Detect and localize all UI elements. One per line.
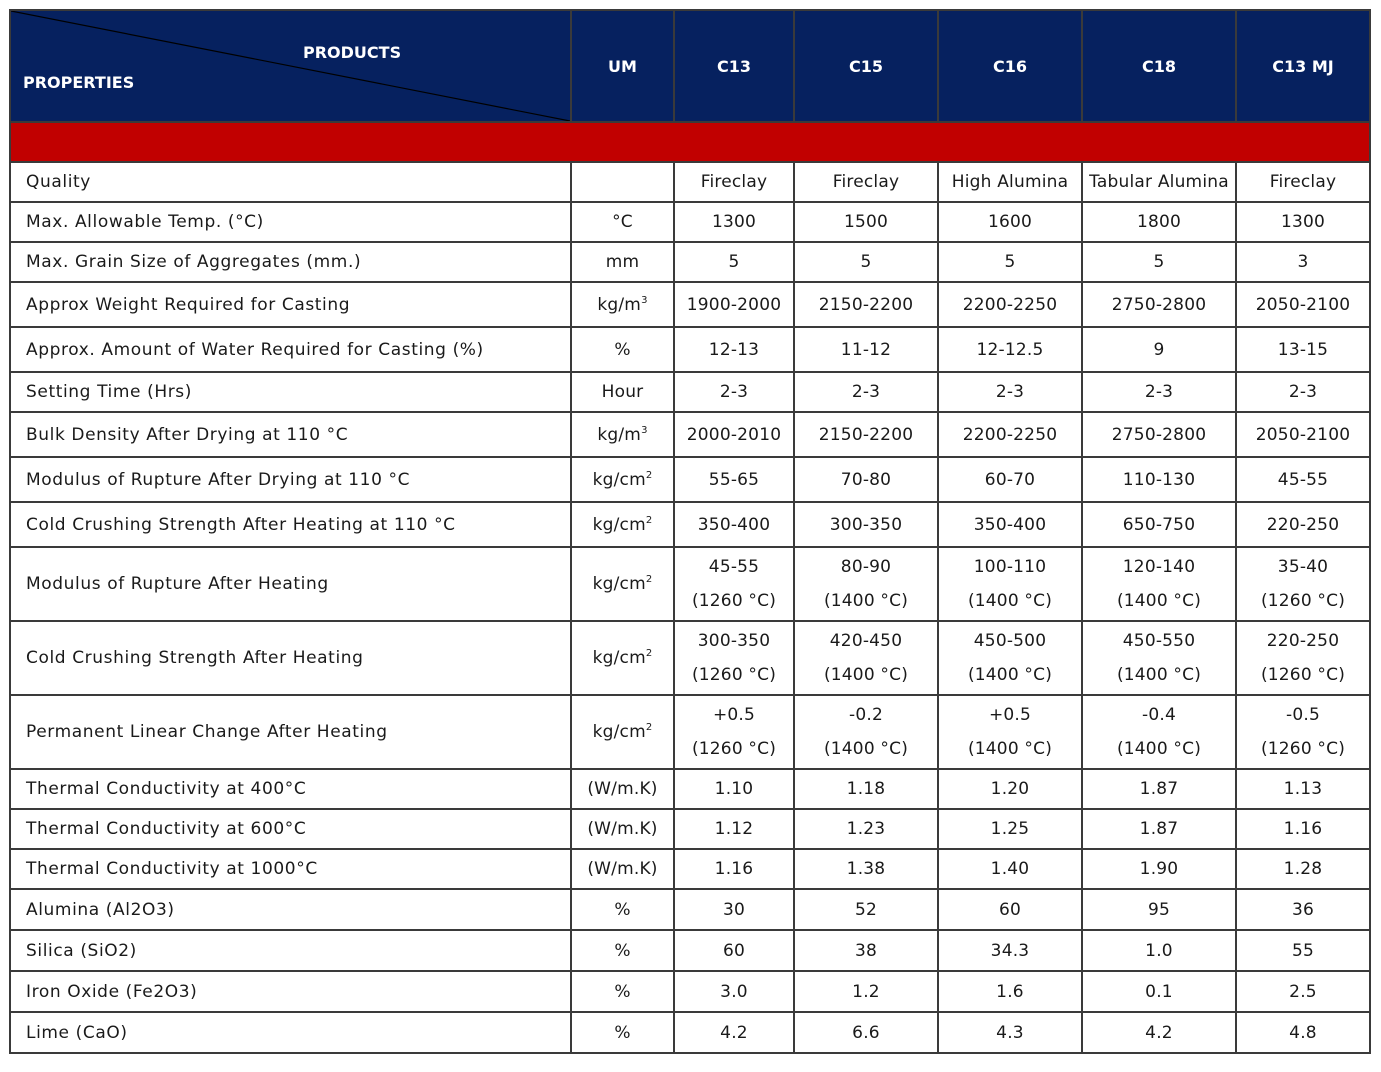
value-text: -0.4 bbox=[1142, 705, 1176, 725]
value-cell: 110-130 bbox=[1082, 457, 1236, 502]
column-header-c18: C18 bbox=[1082, 10, 1236, 122]
value-text: 220-250 bbox=[1266, 631, 1340, 651]
test-temperature: (1400 °C) bbox=[1116, 591, 1202, 611]
value-text: 120-140 bbox=[1122, 557, 1196, 577]
unit-cell bbox=[571, 242, 674, 282]
test-temperature: (1260 °C) bbox=[691, 591, 777, 611]
property-cell: Cold Crushing Strength After Heating bbox=[10, 621, 571, 695]
property-cell: Cold Crushing Strength After Heating at 110 °C bbox=[10, 502, 571, 547]
value-text: +0.5 bbox=[988, 705, 1032, 725]
test-temperature: (1400 °C) bbox=[823, 665, 909, 685]
value-cell: 12-12.5 bbox=[938, 327, 1082, 372]
table-row bbox=[10, 412, 1370, 457]
property-cell: Lime (CaO) bbox=[10, 1012, 571, 1053]
table-row bbox=[10, 372, 1370, 412]
value-cell: 1.28 bbox=[1236, 849, 1370, 889]
value-text: 80-90 bbox=[840, 557, 892, 577]
value-cell: 1.87 bbox=[1082, 769, 1236, 809]
property-cell: Alumina (Al2O3) bbox=[10, 889, 571, 930]
test-temperature: (1400 °C) bbox=[967, 665, 1053, 685]
table-row bbox=[10, 621, 1370, 695]
red-band bbox=[10, 122, 1370, 162]
test-temperature: (1400 °C) bbox=[823, 591, 909, 611]
value-cell: 1.18 bbox=[794, 769, 938, 809]
value-cell: 1600 bbox=[938, 202, 1082, 242]
value-cell: 1.23 bbox=[794, 809, 938, 849]
value-cell: 2-3 bbox=[794, 372, 938, 412]
value-cell: Fireclay bbox=[1236, 162, 1370, 202]
table-row bbox=[10, 849, 1370, 889]
value-cell: 60-70 bbox=[938, 457, 1082, 502]
unit-text: (W/m.K) bbox=[587, 779, 658, 799]
unit-exponent: 3 bbox=[641, 294, 648, 306]
property-cell: Setting Time (Hrs) bbox=[10, 372, 571, 412]
value-cell: 2.5 bbox=[1236, 971, 1370, 1012]
value-cell: 2050-2100 bbox=[1236, 282, 1370, 327]
value-cell: 30 bbox=[674, 889, 794, 930]
value-text: 420-450 bbox=[829, 631, 903, 651]
unit-cell bbox=[571, 889, 674, 930]
value-cell: 2750-2800 bbox=[1082, 282, 1236, 327]
value-cell: 1.16 bbox=[1236, 809, 1370, 849]
value-cell: 1.40 bbox=[938, 849, 1082, 889]
unit-text: kg/m bbox=[597, 424, 642, 445]
value-text: 450-550 bbox=[1122, 631, 1196, 651]
table-row bbox=[10, 971, 1370, 1012]
unit-text: % bbox=[614, 339, 631, 360]
property-cell: Modulus of Rupture After Drying at 110 °C bbox=[10, 457, 571, 502]
unit-exponent: 2 bbox=[645, 648, 653, 659]
test-temperature: (1260 °C) bbox=[1260, 739, 1346, 759]
value-cell bbox=[674, 695, 794, 769]
property-cell: Thermal Conductivity at 600°C bbox=[10, 809, 571, 849]
unit-exponent: 2 bbox=[645, 574, 653, 585]
property-cell: Bulk Density After Drying at 110 °C bbox=[10, 412, 571, 457]
value-cell bbox=[794, 547, 938, 621]
unit-cell bbox=[571, 202, 674, 242]
value-cell: 3.0 bbox=[674, 971, 794, 1012]
value-cell: 2150-2200 bbox=[794, 282, 938, 327]
unit-exponent: 2 bbox=[645, 514, 653, 526]
value-cell: 36 bbox=[1236, 889, 1370, 930]
table-row bbox=[10, 457, 1370, 502]
value-cell bbox=[938, 695, 1082, 769]
value-cell: 9 bbox=[1082, 327, 1236, 372]
unit-text: Hour bbox=[601, 382, 644, 402]
unit-cell bbox=[571, 971, 674, 1012]
table-row bbox=[10, 242, 1370, 282]
value-cell: 1.16 bbox=[674, 849, 794, 889]
value-cell: 55-65 bbox=[674, 457, 794, 502]
table-row bbox=[10, 162, 1370, 202]
value-cell: 1.90 bbox=[1082, 849, 1236, 889]
value-cell: 5 bbox=[674, 242, 794, 282]
value-cell: 220-250 bbox=[1236, 502, 1370, 547]
table-row bbox=[10, 809, 1370, 849]
table-row bbox=[10, 327, 1370, 372]
unit-text: % bbox=[614, 940, 631, 961]
table-row bbox=[10, 769, 1370, 809]
header-row bbox=[10, 10, 1370, 122]
property-cell: Max. Allowable Temp. (°C) bbox=[10, 202, 571, 242]
unit-cell bbox=[571, 547, 674, 621]
unit-cell bbox=[571, 327, 674, 372]
value-cell: 1.25 bbox=[938, 809, 1082, 849]
value-cell: 2050-2100 bbox=[1236, 412, 1370, 457]
property-cell: Approx. Amount of Water Required for Casting (%) bbox=[10, 327, 571, 372]
column-header-c13-mj: C13 MJ bbox=[1236, 10, 1370, 122]
unit-cell bbox=[571, 1012, 674, 1053]
value-cell: 13-15 bbox=[1236, 327, 1370, 372]
test-temperature: (1400 °C) bbox=[823, 739, 909, 759]
unit-exponent: 3 bbox=[641, 424, 648, 436]
property-cell: Quality bbox=[10, 162, 571, 202]
value-cell: 2750-2800 bbox=[1082, 412, 1236, 457]
value-cell: 2-3 bbox=[674, 372, 794, 412]
value-cell: 2150-2200 bbox=[794, 412, 938, 457]
test-temperature: (1260 °C) bbox=[691, 665, 777, 685]
unit-text: kg/cm bbox=[592, 514, 646, 535]
value-text: -0.2 bbox=[849, 705, 883, 725]
value-cell: 34.3 bbox=[938, 930, 1082, 971]
value-cell: 5 bbox=[1082, 242, 1236, 282]
property-cell: Modulus of Rupture After Heating bbox=[10, 547, 571, 621]
unit-text: kg/cm bbox=[592, 722, 646, 742]
value-text: 45-55 bbox=[708, 557, 760, 577]
unit-cell bbox=[571, 621, 674, 695]
value-cell: 4.2 bbox=[674, 1012, 794, 1053]
value-cell: 2000-2010 bbox=[674, 412, 794, 457]
value-cell bbox=[938, 621, 1082, 695]
column-header-c13: C13 bbox=[674, 10, 794, 122]
value-cell bbox=[674, 621, 794, 695]
unit-text: (W/m.K) bbox=[587, 859, 658, 879]
value-cell bbox=[794, 695, 938, 769]
table-row bbox=[10, 889, 1370, 930]
value-cell: 1.2 bbox=[794, 971, 938, 1012]
unit-cell bbox=[571, 809, 674, 849]
value-cell bbox=[794, 621, 938, 695]
unit-cell bbox=[571, 849, 674, 889]
value-cell: 5 bbox=[938, 242, 1082, 282]
column-header-c15: C15 bbox=[794, 10, 938, 122]
table-row bbox=[10, 695, 1370, 769]
value-cell: 2-3 bbox=[1236, 372, 1370, 412]
value-cell: Fireclay bbox=[674, 162, 794, 202]
unit-cell bbox=[571, 769, 674, 809]
unit-text: (W/m.K) bbox=[587, 819, 658, 839]
value-cell: 2200-2250 bbox=[938, 282, 1082, 327]
value-cell: 1.20 bbox=[938, 769, 1082, 809]
property-cell: Silica (SiO2) bbox=[10, 930, 571, 971]
unit-cell bbox=[571, 502, 674, 547]
properties-label: PROPERTIES bbox=[23, 73, 135, 92]
value-cell: 60 bbox=[674, 930, 794, 971]
value-cell: 1.0 bbox=[1082, 930, 1236, 971]
unit-text: % bbox=[614, 1022, 631, 1043]
value-cell: 1500 bbox=[794, 202, 938, 242]
value-cell: 4.3 bbox=[938, 1012, 1082, 1053]
unit-text: mm bbox=[605, 252, 640, 272]
value-cell: 60 bbox=[938, 889, 1082, 930]
value-cell bbox=[1082, 695, 1236, 769]
value-cell: 300-350 bbox=[794, 502, 938, 547]
unit-text: kg/m bbox=[597, 294, 642, 315]
table-row bbox=[10, 547, 1370, 621]
value-cell: 5 bbox=[794, 242, 938, 282]
value-cell: 1.12 bbox=[674, 809, 794, 849]
property-cell: Permanent Linear Change After Heating bbox=[10, 695, 571, 769]
value-cell: Fireclay bbox=[794, 162, 938, 202]
property-cell: Max. Grain Size of Aggregates (mm.) bbox=[10, 242, 571, 282]
test-temperature: (1260 °C) bbox=[691, 739, 777, 759]
value-cell bbox=[1082, 621, 1236, 695]
value-cell: 1.38 bbox=[794, 849, 938, 889]
unit-cell bbox=[571, 162, 674, 202]
value-cell: 350-400 bbox=[674, 502, 794, 547]
unit-cell bbox=[571, 457, 674, 502]
value-cell: 11-12 bbox=[794, 327, 938, 372]
unit-text: % bbox=[614, 899, 631, 920]
unit-text: kg/cm bbox=[592, 648, 646, 668]
products-label: PRODUCTS bbox=[303, 43, 402, 62]
unit-text: °C bbox=[612, 212, 633, 232]
unit-text: kg/cm bbox=[592, 574, 646, 594]
test-temperature: (1400 °C) bbox=[1116, 665, 1202, 685]
unit-exponent: 2 bbox=[645, 722, 653, 733]
unit-cell bbox=[571, 930, 674, 971]
property-cell: Approx Weight Required for Casting bbox=[10, 282, 571, 327]
value-cell: 4.8 bbox=[1236, 1012, 1370, 1053]
unit-cell bbox=[571, 695, 674, 769]
table-row bbox=[10, 282, 1370, 327]
property-cell: Thermal Conductivity at 1000°C bbox=[10, 849, 571, 889]
value-cell: 70-80 bbox=[794, 457, 938, 502]
value-cell bbox=[1236, 547, 1370, 621]
column-header-um: UM bbox=[571, 10, 674, 122]
value-cell: 1900-2000 bbox=[674, 282, 794, 327]
value-cell: 55 bbox=[1236, 930, 1370, 971]
value-text: 300-350 bbox=[697, 631, 771, 651]
value-cell: 95 bbox=[1082, 889, 1236, 930]
value-cell: 1.13 bbox=[1236, 769, 1370, 809]
value-cell: 350-400 bbox=[938, 502, 1082, 547]
value-cell: 45-55 bbox=[1236, 457, 1370, 502]
value-cell: 3 bbox=[1236, 242, 1370, 282]
value-text: -0.5 bbox=[1286, 705, 1320, 725]
value-cell: 52 bbox=[794, 889, 938, 930]
test-temperature: (1260 °C) bbox=[1260, 591, 1346, 611]
corner-header-cell bbox=[10, 10, 571, 122]
value-cell: 2200-2250 bbox=[938, 412, 1082, 457]
test-temperature: (1260 °C) bbox=[1260, 665, 1346, 685]
value-cell: 38 bbox=[794, 930, 938, 971]
value-cell: 2-3 bbox=[938, 372, 1082, 412]
unit-cell bbox=[571, 282, 674, 327]
value-cell: 12-13 bbox=[674, 327, 794, 372]
test-temperature: (1400 °C) bbox=[1116, 739, 1202, 759]
table-row bbox=[10, 1012, 1370, 1053]
value-text: 100-110 bbox=[973, 557, 1047, 577]
red-band-row bbox=[10, 122, 1370, 162]
table-row bbox=[10, 202, 1370, 242]
value-cell bbox=[1236, 621, 1370, 695]
value-cell: High Alumina bbox=[938, 162, 1082, 202]
value-cell: 650-750 bbox=[1082, 502, 1236, 547]
value-cell: 0.1 bbox=[1082, 971, 1236, 1012]
unit-text: % bbox=[614, 981, 631, 1002]
value-cell: 1.10 bbox=[674, 769, 794, 809]
properties-table bbox=[9, 9, 1371, 1054]
value-cell: 1.6 bbox=[938, 971, 1082, 1012]
value-cell: 1300 bbox=[674, 202, 794, 242]
value-text: 450-500 bbox=[973, 631, 1047, 651]
unit-text: kg/cm bbox=[592, 469, 646, 490]
value-cell: 1300 bbox=[1236, 202, 1370, 242]
column-header-c16: C16 bbox=[938, 10, 1082, 122]
unit-cell bbox=[571, 372, 674, 412]
value-cell: Tabular Alumina bbox=[1082, 162, 1236, 202]
value-cell: 6.6 bbox=[794, 1012, 938, 1053]
value-cell: 1800 bbox=[1082, 202, 1236, 242]
test-temperature: (1400 °C) bbox=[967, 591, 1053, 611]
value-cell bbox=[674, 547, 794, 621]
value-text: +0.5 bbox=[712, 705, 756, 725]
table-row bbox=[10, 502, 1370, 547]
diagonal-divider bbox=[11, 11, 570, 121]
value-cell: 1.87 bbox=[1082, 809, 1236, 849]
unit-cell bbox=[571, 412, 674, 457]
table-body bbox=[10, 162, 1370, 1053]
value-text: 35-40 bbox=[1277, 557, 1329, 577]
value-cell: 4.2 bbox=[1082, 1012, 1236, 1053]
value-cell bbox=[1082, 547, 1236, 621]
value-cell bbox=[1236, 695, 1370, 769]
property-cell: Thermal Conductivity at 400°C bbox=[10, 769, 571, 809]
test-temperature: (1400 °C) bbox=[967, 739, 1053, 759]
property-cell: Iron Oxide (Fe2O3) bbox=[10, 971, 571, 1012]
unit-exponent: 2 bbox=[645, 469, 653, 481]
value-cell bbox=[938, 547, 1082, 621]
table-row bbox=[10, 930, 1370, 971]
value-cell: 2-3 bbox=[1082, 372, 1236, 412]
